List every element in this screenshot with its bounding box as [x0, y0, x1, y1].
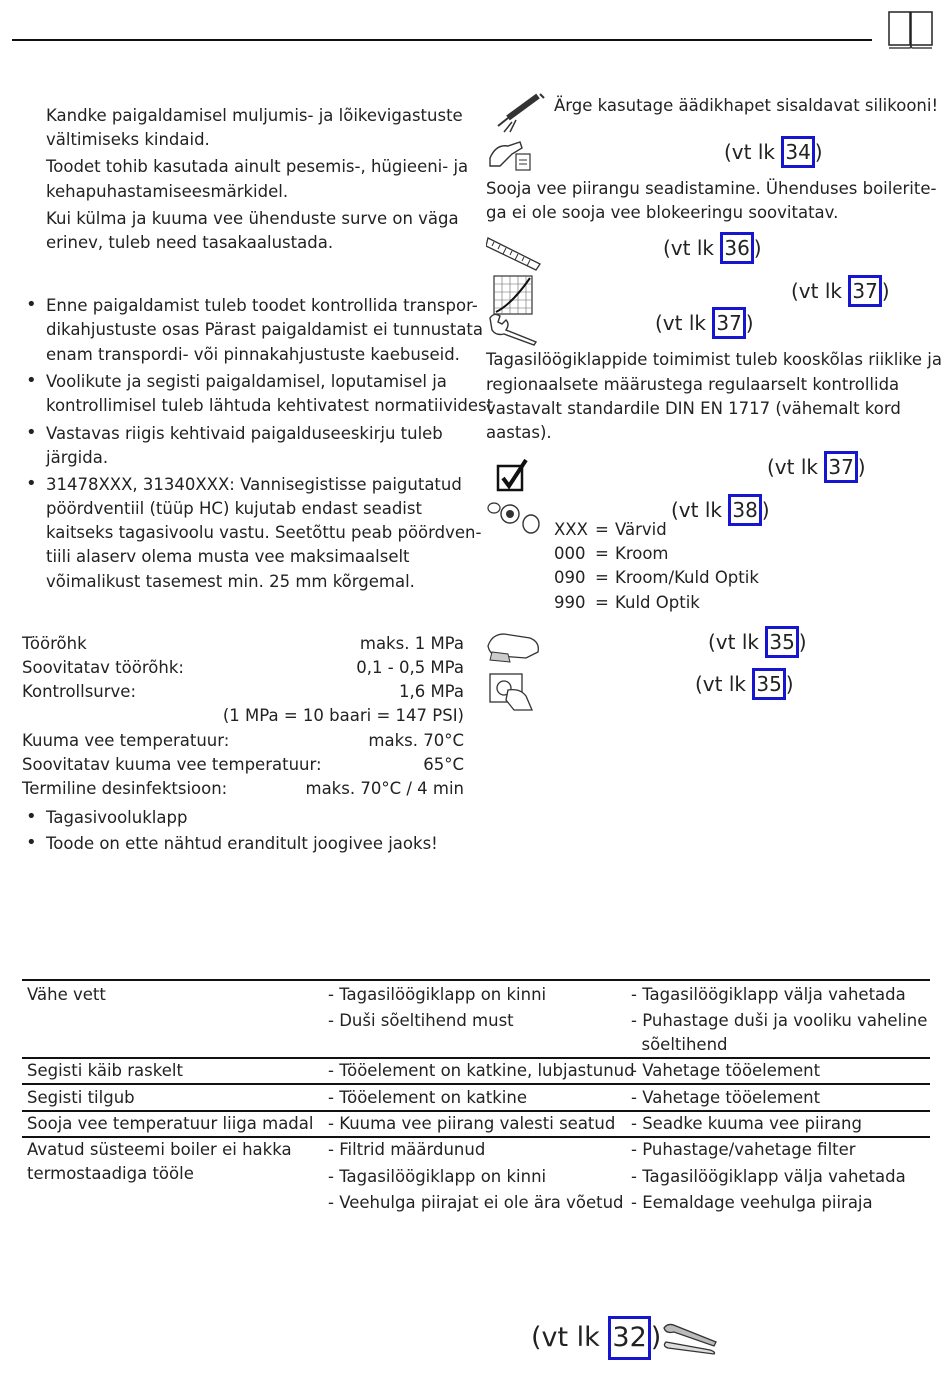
- spec-label: Soovitatav töörõhk:: [22, 658, 184, 677]
- ref-prefix: (vt lk: [531, 1322, 609, 1353]
- backflow-line: Tagasilöögiklappide toimimist tuleb kooskõlas riiklike ja: [486, 350, 942, 369]
- note-line: Tagasivooluklapp: [46, 808, 188, 827]
- intro-line: Toodet tohib kasutada ainult pesemis-, hügieeni- ja: [46, 157, 469, 176]
- cause-cell: - Kuuma vee piirang valesti seatud: [328, 1114, 616, 1133]
- bullet-dot: •: [26, 806, 37, 827]
- spec-value: 1,6 MPa: [398, 682, 464, 701]
- intro-line: vältimiseks kindaid.: [46, 130, 210, 149]
- note-line: Toode on ette nähtud eranditult joogivee jaoks!: [46, 834, 438, 853]
- intro-line: kehapuhastamiseesmärkidel.: [46, 182, 289, 201]
- bullet-line: Voolikute ja segisti paigaldamisel, loputamisel ja: [46, 372, 447, 391]
- color-code: 090: [554, 568, 586, 587]
- bullet-dot: •: [26, 422, 37, 443]
- ref-number[interactable]: 36: [720, 232, 753, 264]
- spec-value: maks. 1 MPa: [359, 634, 464, 653]
- ref-prefix: (vt lk: [791, 279, 849, 303]
- spec-label: Termiline desinfektsioon:: [22, 779, 228, 798]
- table-rule: [22, 1083, 930, 1085]
- wrench-icon: [486, 312, 542, 346]
- bullet-dot: •: [26, 294, 37, 315]
- hot-limit-line: Sooja vee piirangu seadistamine. Ühenduses boilerite-: [486, 179, 937, 198]
- bullet-dot: •: [26, 832, 37, 853]
- bullet-line: kaitseks tagasivoolu vastu. Seetõttu peab pöördven-: [46, 523, 482, 542]
- ref-prefix: (vt lk: [655, 311, 713, 335]
- ref-number[interactable]: 32: [608, 1316, 650, 1360]
- backflow-line: regionaalsete määrustega regulaarselt kontrollida: [486, 375, 900, 394]
- ref-suffix: ): [761, 498, 770, 522]
- handle-parts-icon: [486, 498, 542, 536]
- bullet-dot: •: [26, 370, 37, 391]
- cause-cell: - Filtrid määrdunud: [328, 1140, 486, 1159]
- color-name: Kroom: [615, 544, 669, 563]
- header-rule: [12, 39, 872, 41]
- page-ref[interactable]: [791, 275, 890, 307]
- page-ref[interactable]: [671, 494, 770, 526]
- ref-suffix: ): [881, 279, 890, 303]
- ref-number[interactable]: 34: [781, 136, 814, 168]
- problem-cell: Sooja vee temperatuur liiga madal: [27, 1114, 314, 1133]
- fix-cell: - Eemaldage veehulga piiraja: [631, 1193, 873, 1212]
- cause-cell: - Tagasilöögiklapp on kinni: [328, 985, 547, 1004]
- fix-cell: - Tagasilöögiklapp välja vahetada: [631, 1167, 906, 1186]
- spec-label: Kontrollsurve:: [22, 682, 137, 701]
- checkbox-icon: [494, 458, 530, 494]
- fix-cell: - Puhastage/vahetage filter: [631, 1140, 856, 1159]
- cause-cell: - Tööelement on katkine, lubjastunud: [328, 1061, 635, 1080]
- fix-cell: - Tagasilöögiklapp välja vahetada: [631, 985, 906, 1004]
- ref-prefix: (vt lk: [767, 455, 825, 479]
- bullet-line: kontrollimisel tuleb lähtuda kehtivatest normatiividest: [46, 396, 494, 415]
- cause-cell: - Tööelement on katkine: [328, 1088, 527, 1107]
- ref-prefix: (vt lk: [663, 236, 721, 260]
- ref-number[interactable]: 37: [712, 307, 745, 339]
- hand-handle-icon: [486, 670, 538, 712]
- page-ref[interactable]: [708, 626, 807, 658]
- fix-cell: - Vahetage tööelement: [631, 1088, 821, 1107]
- intro-line: Kui külma ja kuuma vee ühenduste surve on väga: [46, 209, 459, 228]
- fix-cell: - Puhastage duši ja vooliku vaheline: [631, 1011, 928, 1030]
- bullet-line: tiili alaserv olema musta vee maksimaalselt: [46, 547, 410, 566]
- color-code: 000: [554, 544, 586, 563]
- spec-value: (1 MPa = 10 baari = 147 PSI): [222, 706, 464, 725]
- ref-suffix: ): [785, 672, 794, 696]
- hot-limit-line: ga ei ole sooja vee blokeeringu soovitatav.: [486, 203, 839, 222]
- spec-value: 65°C: [423, 755, 464, 774]
- page-ref[interactable]: [655, 307, 754, 339]
- color-eq: =: [595, 593, 609, 612]
- intro-line: erinev, tuleb need tasakaalustada.: [46, 233, 334, 252]
- color-code: 990: [554, 593, 586, 612]
- color-eq: =: [595, 520, 609, 539]
- ref-suffix: ): [798, 630, 807, 654]
- problem-cell: termostaadiga tööle: [27, 1164, 194, 1183]
- page-ref[interactable]: [695, 668, 794, 700]
- bullet-line: pöördventiil (tüüp HC) kujutab endast seadist: [46, 499, 422, 518]
- problem-cell: Segisti käib raskelt: [27, 1061, 183, 1080]
- problem-cell: Vähe vett: [27, 985, 106, 1004]
- color-name: Kuld Optik: [615, 593, 700, 612]
- bullet-line: enam transpordi- või pinnakahjustuste kaebuseid.: [46, 345, 460, 364]
- table-rule: [22, 979, 930, 981]
- spec-value: maks. 70°C / 4 min: [305, 779, 464, 798]
- bullet-line: 31478XXX, 31340XXX: Vannisegistisse paigutatud: [46, 475, 462, 494]
- spec-label: Soovitatav kuuma vee temperatuur:: [22, 755, 322, 774]
- ref-number[interactable]: 38: [728, 494, 761, 526]
- hand-wipe-icon: [486, 628, 542, 664]
- cause-cell: - Tagasilöögiklapp on kinni: [328, 1167, 547, 1186]
- bullet-line: dikahjustuste osas Pärast paigaldamist ei tunnustata: [46, 320, 484, 339]
- color-eq: =: [595, 544, 609, 563]
- bullet-dot: •: [26, 473, 37, 494]
- page-ref[interactable]: [767, 451, 866, 483]
- fix-cell: - Seadke kuuma vee piirang: [631, 1114, 862, 1133]
- book-icon: [886, 8, 936, 50]
- cause-cell: - Duši sõeltihend must: [328, 1011, 514, 1030]
- temperature-graph-icon: [492, 274, 534, 316]
- spec-value: maks. 70°C: [368, 731, 464, 750]
- ref-suffix: ): [650, 1322, 662, 1353]
- ref-suffix: ): [753, 236, 762, 260]
- silicone-warning: Ärge kasutage äädikhapet sisaldavat silikooni!: [554, 96, 939, 115]
- backflow-line: aastas).: [486, 423, 552, 442]
- spec-label: Kuuma vee temperatuur:: [22, 731, 230, 750]
- fix-cell: - Vahetage tööelement: [631, 1061, 821, 1080]
- ref-prefix: (vt lk: [724, 140, 782, 164]
- backflow-line: vastavalt standardile DIN EN 1717 (vähemalt kord: [486, 399, 901, 418]
- ref-number[interactable]: 35: [752, 668, 785, 700]
- fix-cell: sõeltihend: [631, 1035, 728, 1054]
- problem-cell: Avatud süsteemi boiler ei hakka: [27, 1140, 292, 1159]
- ref-suffix: ): [745, 311, 754, 335]
- color-name: Kroom/Kuld Optik: [615, 568, 759, 587]
- bullet-line: järgida.: [46, 448, 109, 467]
- spec-label: Töörõhk: [22, 634, 87, 653]
- bullet-line: võimalikust tasemest min. 25 mm kõrgemal.: [46, 572, 415, 591]
- bullet-line: Enne paigaldamist tuleb toodet kontrollida transpor-: [46, 296, 478, 315]
- page-ref[interactable]: [724, 136, 823, 168]
- spec-value: 0,1 - 0,5 MPa: [356, 658, 464, 677]
- ref-suffix: ): [814, 140, 823, 164]
- ruler-icon: [486, 234, 542, 274]
- ref-number[interactable]: 37: [824, 451, 857, 483]
- cause-cell: - Veehulga piirajat ei ole ära võetud: [328, 1193, 624, 1212]
- ref-number[interactable]: 35: [765, 626, 798, 658]
- ref-number[interactable]: 37: [848, 275, 881, 307]
- ref-prefix: (vt lk: [695, 672, 753, 696]
- tools-icon: [660, 1320, 720, 1356]
- color-name: Värvid: [615, 520, 667, 539]
- problem-cell: Segisti tilgub: [27, 1088, 135, 1107]
- ref-suffix: ): [857, 455, 866, 479]
- color-code: XXX: [554, 520, 588, 539]
- silicone-gun-icon: [490, 92, 546, 134]
- footer-page-ref[interactable]: [531, 1316, 661, 1360]
- bullet-line: Vastavas riigis kehtivaid paigalduseeskirju tuleb: [46, 424, 443, 443]
- intro-line: Kandke paigaldamisel muljumis- ja lõikevigastuste: [46, 106, 463, 125]
- hand-cleaning-icon: [486, 136, 534, 176]
- ref-prefix: (vt lk: [708, 630, 766, 654]
- ref-prefix: (vt lk: [671, 498, 729, 522]
- color-eq: =: [595, 568, 609, 587]
- page-ref[interactable]: [663, 232, 762, 264]
